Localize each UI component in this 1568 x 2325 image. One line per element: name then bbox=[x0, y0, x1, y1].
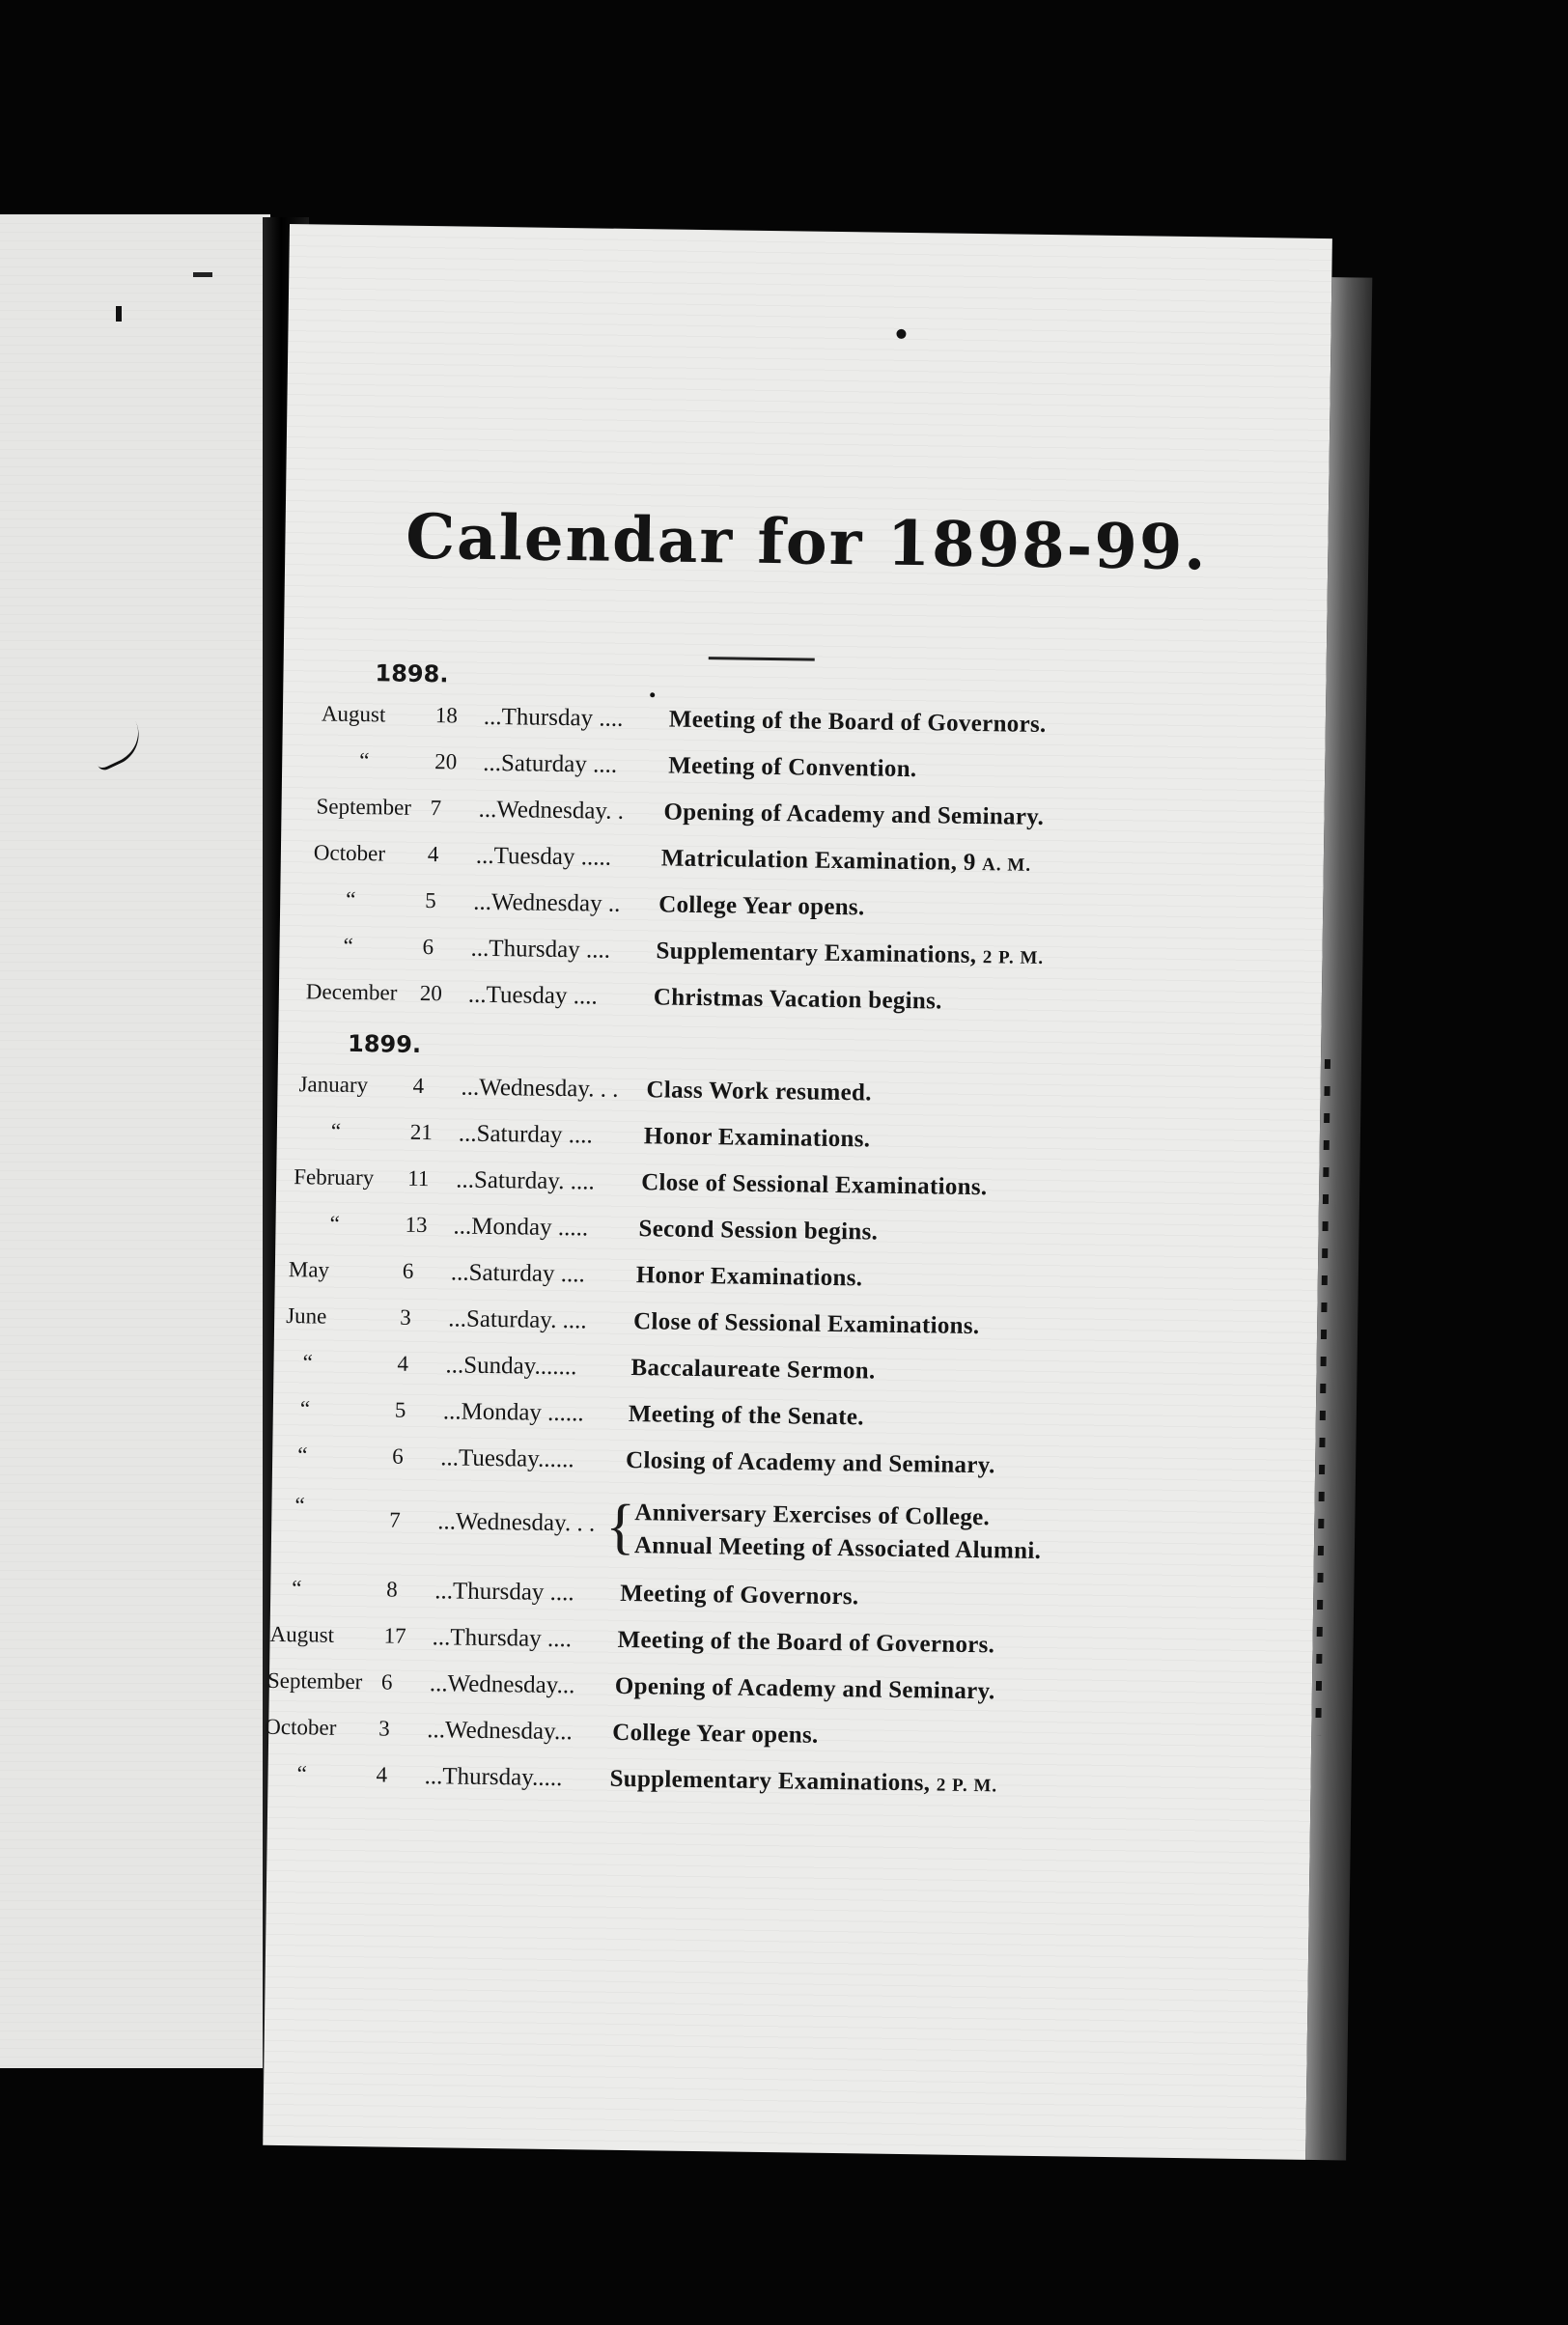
page-title: Calendar for 1898-99. bbox=[405, 500, 1209, 585]
weekday: ...Wednesday... bbox=[429, 1670, 575, 1699]
weekday: ...Tuesday .... bbox=[467, 981, 598, 1010]
weekday: ...Monday ..... bbox=[453, 1213, 589, 1242]
day: 8 bbox=[386, 1577, 398, 1602]
month: August bbox=[269, 1621, 335, 1647]
ink-mark bbox=[116, 306, 122, 322]
event: Meeting of Governors. bbox=[620, 1580, 859, 1611]
month: “ bbox=[299, 1396, 311, 1421]
weekday: ...Wednesday... bbox=[427, 1717, 573, 1746]
day: 11 bbox=[407, 1165, 430, 1191]
weekday: ...Wednesday. . bbox=[478, 796, 625, 825]
month: “ bbox=[296, 1761, 307, 1786]
year-heading: 1899. bbox=[347, 1029, 422, 1058]
event: College Year opens. bbox=[658, 891, 865, 921]
day: 4 bbox=[397, 1351, 409, 1376]
weekday: ...Thursday..... bbox=[424, 1763, 563, 1792]
day: 6 bbox=[380, 1669, 393, 1695]
weekday: ...Sunday....... bbox=[445, 1352, 577, 1381]
ink-speck bbox=[650, 692, 655, 697]
event: Closing of Academy and Seminary. bbox=[625, 1446, 995, 1479]
month: “ bbox=[297, 1443, 308, 1468]
event-time: A. M. bbox=[981, 854, 1032, 876]
day: 4 bbox=[412, 1073, 425, 1099]
month: “ bbox=[346, 886, 356, 912]
day: 6 bbox=[422, 934, 434, 960]
event: Close of Sessional Examinations. bbox=[632, 1308, 980, 1340]
month: August bbox=[321, 701, 386, 727]
weekday: ...Thursday .... bbox=[470, 935, 611, 964]
weekday: ...Thursday .... bbox=[483, 703, 624, 732]
event bbox=[609, 1766, 997, 1799]
month: “ bbox=[329, 1211, 340, 1236]
day: 5 bbox=[394, 1397, 406, 1422]
day: 6 bbox=[392, 1443, 404, 1469]
month: “ bbox=[359, 748, 370, 773]
month: “ bbox=[294, 1493, 305, 1518]
event: Opening of Academy and Seminary. bbox=[614, 1672, 995, 1705]
calendar-page bbox=[263, 224, 1332, 2160]
event-time: 2 P. M. bbox=[982, 947, 1045, 968]
ink-speck bbox=[896, 329, 906, 339]
day: 17 bbox=[383, 1623, 406, 1648]
month: October bbox=[313, 840, 386, 866]
event bbox=[661, 845, 1032, 877]
event-text: Supplementary Examinations, bbox=[656, 938, 977, 969]
previous-page bbox=[0, 214, 270, 2068]
event: College Year opens. bbox=[612, 1719, 819, 1749]
day: 7 bbox=[389, 1507, 401, 1532]
event: Class Work resumed. bbox=[646, 1077, 872, 1106]
day: 7 bbox=[430, 796, 442, 821]
month: “ bbox=[302, 1350, 313, 1375]
day: 6 bbox=[402, 1258, 414, 1283]
month: September bbox=[266, 1667, 363, 1695]
brace-symbol: { bbox=[604, 1491, 636, 1561]
event-time: 2 P. M. bbox=[936, 1775, 998, 1797]
year-heading: 1898. bbox=[375, 659, 449, 688]
month: “ bbox=[330, 1118, 342, 1143]
month: “ bbox=[343, 933, 353, 958]
weekday: ...Thursday .... bbox=[434, 1578, 574, 1607]
event: Annual Meeting of Associated Alumni. bbox=[633, 1532, 1042, 1564]
title-rule bbox=[709, 657, 815, 661]
weekday: ...Wednesday .. bbox=[473, 888, 621, 917]
day: 21 bbox=[409, 1119, 434, 1145]
event-text: Supplementary Examinations, bbox=[609, 1765, 931, 1797]
event: Christmas Vacation begins. bbox=[653, 984, 942, 1015]
month: December bbox=[305, 979, 398, 1005]
event: Meeting of Convention. bbox=[668, 752, 917, 783]
month: January bbox=[298, 1072, 369, 1098]
weekday: ...Tuesday...... bbox=[439, 1444, 574, 1473]
event bbox=[656, 938, 1044, 970]
weekday: ...Thursday .... bbox=[432, 1624, 573, 1653]
day: 5 bbox=[425, 888, 436, 913]
event: Anniversary Exercises of College. bbox=[634, 1499, 991, 1531]
event: Meeting of the Senate. bbox=[628, 1401, 865, 1431]
month: October bbox=[265, 1714, 337, 1740]
weekday: ...Saturday .... bbox=[450, 1259, 585, 1288]
event: Opening of Academy and Seminary. bbox=[663, 798, 1045, 830]
day: 4 bbox=[376, 1762, 388, 1787]
day: 20 bbox=[434, 749, 458, 774]
event-text: Matriculation Examination, 9 bbox=[660, 845, 976, 876]
month: June bbox=[286, 1303, 327, 1329]
event: Baccalaureate Sermon. bbox=[630, 1355, 876, 1385]
day: 18 bbox=[434, 703, 459, 728]
ink-mark bbox=[88, 721, 150, 772]
day: 4 bbox=[427, 842, 439, 867]
day: 20 bbox=[419, 980, 443, 1006]
day: 3 bbox=[378, 1716, 390, 1741]
ink-mark bbox=[193, 272, 212, 277]
event: Second Session begins. bbox=[638, 1216, 879, 1246]
month: September bbox=[316, 794, 412, 820]
event: Honor Examinations. bbox=[635, 1262, 863, 1292]
weekday: ...Saturday. .... bbox=[447, 1305, 587, 1334]
calendar-row-braced bbox=[275, 1493, 1319, 1577]
day: 3 bbox=[400, 1304, 411, 1330]
month: “ bbox=[292, 1576, 302, 1601]
event: Close of Sessional Examinations. bbox=[640, 1169, 988, 1201]
weekday: ...Saturday. .... bbox=[456, 1166, 595, 1195]
weekday: ...Tuesday ..... bbox=[475, 842, 612, 871]
month: February bbox=[294, 1164, 375, 1191]
weekday: ...Monday ...... bbox=[442, 1398, 584, 1427]
weekday: ...Saturday .... bbox=[483, 749, 618, 778]
event: Meeting of the Board of Governors. bbox=[617, 1626, 995, 1659]
weekday: ...Wednesday. . . bbox=[461, 1074, 619, 1103]
day: 13 bbox=[405, 1212, 428, 1238]
weekday: ...Saturday .... bbox=[458, 1120, 593, 1149]
event: Meeting of the Board of Governors. bbox=[668, 706, 1047, 738]
weekday: ...Wednesday. . . bbox=[437, 1508, 596, 1537]
month: May bbox=[288, 1257, 330, 1282]
event: Honor Examinations. bbox=[643, 1123, 871, 1153]
